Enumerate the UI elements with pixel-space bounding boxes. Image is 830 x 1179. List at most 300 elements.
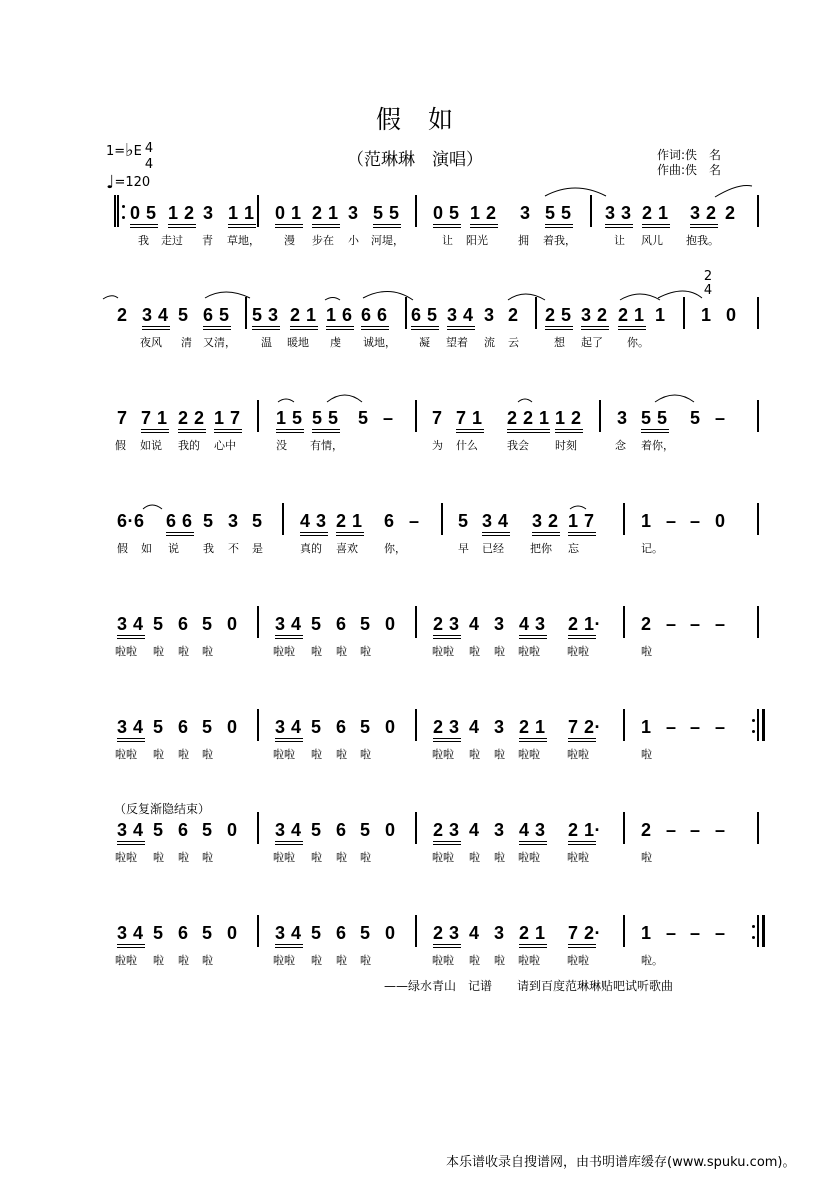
- note: 2 1·: [568, 614, 602, 634]
- lyric: 啦: [311, 954, 322, 967]
- note: 5: [360, 820, 371, 840]
- lyric: 是: [252, 542, 263, 555]
- note: –: [690, 820, 701, 840]
- barline: [757, 297, 759, 329]
- note: 6 6: [361, 305, 388, 325]
- lyric: 啦: [153, 748, 164, 761]
- note: 3 4: [117, 820, 144, 840]
- beam-underline: [117, 844, 145, 845]
- beam-underline: [568, 944, 596, 945]
- slur: [508, 294, 545, 300]
- note: 3 4: [117, 717, 144, 737]
- lyric: 啦: [336, 851, 347, 864]
- beam-underline: [519, 638, 547, 639]
- barline: [117, 195, 119, 227]
- beam-underline: [433, 944, 461, 945]
- note: 5: [202, 923, 213, 943]
- note: 6: [178, 923, 189, 943]
- lyric: 啦: [469, 748, 480, 761]
- note: 3: [494, 614, 505, 634]
- lyric: 着我，: [543, 234, 576, 247]
- lyric: 凝: [419, 336, 430, 349]
- note: 2 1: [290, 305, 317, 325]
- note: 0: [385, 820, 396, 840]
- lyric: 如说: [140, 439, 162, 452]
- barline: [762, 709, 765, 741]
- beam-underline: [581, 329, 609, 330]
- beam-underline: [275, 741, 303, 742]
- note: 3: [494, 923, 505, 943]
- lyric: 步在: [312, 234, 334, 247]
- flat-icon: ♭: [125, 140, 134, 161]
- slur: [545, 188, 606, 196]
- lyric: 啦: [311, 851, 322, 864]
- beam-underline: [290, 326, 318, 327]
- time-signature-bottom: 4: [144, 157, 154, 172]
- note: 5: [360, 717, 371, 737]
- note: 5: [358, 408, 369, 428]
- time-signature-top: 4: [144, 141, 154, 156]
- lyric: 啦: [202, 645, 213, 658]
- note: 1 7: [214, 408, 241, 428]
- note: 6: [336, 717, 347, 737]
- beam-underline: [336, 535, 364, 536]
- beam-underline: [166, 535, 194, 536]
- beam-underline: [275, 638, 303, 639]
- note: 6: [178, 717, 189, 737]
- lyric: 我: [203, 542, 214, 555]
- beam-underline: [312, 224, 340, 225]
- barline: [415, 709, 417, 741]
- note: 3: [484, 305, 495, 325]
- note: 2 2 1: [507, 408, 550, 428]
- beam-underline: [275, 944, 303, 945]
- beam-underline: [275, 224, 303, 225]
- slur: [655, 395, 694, 402]
- note: 3 4: [275, 923, 302, 943]
- note: 7 1: [456, 408, 483, 428]
- beam-underline: [130, 224, 158, 225]
- lyric: 草地，: [227, 234, 260, 247]
- note: 1: [701, 305, 712, 325]
- note: 2 1: [336, 511, 363, 531]
- note: 4 3: [519, 820, 546, 840]
- lyric: 啦: [202, 954, 213, 967]
- beam-underline: [312, 432, 340, 433]
- lyric: 想: [554, 336, 565, 349]
- note: 5: [690, 408, 701, 428]
- note: 1 5: [276, 408, 303, 428]
- beam-underline: [117, 638, 145, 639]
- beam-underline: [275, 635, 303, 636]
- lyric: 阳光: [466, 234, 488, 247]
- note: 3: [617, 408, 628, 428]
- barline: [757, 503, 759, 535]
- lyric: 望着: [446, 336, 468, 349]
- lyric: 云: [508, 336, 519, 349]
- beam-underline: [447, 326, 475, 327]
- note: 1: [641, 717, 652, 737]
- lyric: 啦: [360, 645, 371, 658]
- note: 2: [641, 614, 652, 634]
- note: 5: [203, 511, 214, 531]
- note: 6: [336, 923, 347, 943]
- repeat-dot: [752, 719, 755, 722]
- lyric: 啦啦: [567, 954, 589, 967]
- note: 2 1: [519, 717, 546, 737]
- note: 6 5: [203, 305, 230, 325]
- footer-source-note: 本乐谱收录自搜谱网，由书明谱库缓存(www.spuku.com)。: [446, 1155, 796, 1170]
- repeat-dot: [752, 936, 755, 939]
- beam-underline: [178, 429, 206, 430]
- composer-credit: 作曲:佚 名: [657, 163, 722, 177]
- beam-underline: [275, 844, 303, 845]
- beam-underline: [252, 329, 280, 330]
- note: 5: [178, 305, 189, 325]
- lyric: 啦: [641, 645, 652, 658]
- lyric: 啦: [336, 748, 347, 761]
- lyric: 啦: [178, 954, 189, 967]
- note: –: [715, 820, 726, 840]
- beam-underline: [470, 224, 498, 225]
- lyric: 青: [202, 234, 213, 247]
- beam-underline: [117, 947, 145, 948]
- lyric: 啦啦: [273, 851, 295, 864]
- note: 2: [641, 820, 652, 840]
- note: 0: [385, 923, 396, 943]
- slur: [143, 505, 162, 509]
- note: –: [690, 614, 701, 634]
- note: 7: [117, 408, 128, 428]
- repeat-dot: [122, 205, 125, 208]
- beam-underline: [275, 738, 303, 739]
- barline: [623, 812, 625, 844]
- note: –: [409, 511, 420, 531]
- lyric: 啦: [153, 954, 164, 967]
- lyric: 假: [117, 542, 128, 555]
- note: 0: [385, 614, 396, 634]
- note: 4: [469, 820, 480, 840]
- barline: [415, 195, 417, 227]
- beam-underline: [545, 326, 573, 327]
- lyric: 念: [615, 439, 626, 452]
- note: 1: [655, 305, 666, 325]
- barline: [415, 606, 417, 638]
- beam-underline: [568, 841, 596, 842]
- beam-underline: [545, 227, 573, 228]
- repeat-dot: [752, 925, 755, 928]
- note: 4 3: [519, 614, 546, 634]
- beam-underline: [470, 227, 498, 228]
- beam-underline: [361, 329, 389, 330]
- note: 2 1: [312, 203, 339, 223]
- beam-underline: [568, 844, 596, 845]
- beam-underline: [519, 944, 547, 945]
- lyric: 如: [141, 542, 152, 555]
- repeat-fade-note: （反复渐隐结束）: [114, 802, 211, 816]
- beam-underline: [411, 326, 439, 327]
- note: 2 3: [433, 717, 460, 737]
- beam-underline: [141, 432, 169, 433]
- beam-underline: [618, 329, 646, 330]
- note: 2 1: [618, 305, 645, 325]
- beam-underline: [568, 635, 596, 636]
- lyric: 有情，: [310, 439, 343, 452]
- note: 3: [228, 511, 239, 531]
- beam-underline: [532, 532, 560, 533]
- note: 0 1: [275, 203, 302, 223]
- barline: [114, 195, 116, 227]
- beam-underline: [142, 329, 170, 330]
- tempo-value: =120: [114, 175, 151, 190]
- lyric: 啦啦: [432, 851, 454, 864]
- beam-underline: [433, 741, 461, 742]
- note: 6: [178, 820, 189, 840]
- lyric: 我会: [507, 439, 529, 452]
- note: 0 5: [130, 203, 157, 223]
- note: 1: [641, 923, 652, 943]
- beam-underline: [300, 535, 328, 536]
- beam-underline: [519, 741, 547, 742]
- note: 6 5: [411, 305, 438, 325]
- beam-underline: [300, 532, 328, 533]
- beam-underline: [276, 429, 304, 430]
- note: –: [666, 511, 677, 531]
- lyric: 啦: [469, 954, 480, 967]
- note: 5: [311, 614, 322, 634]
- note: 5: [153, 614, 164, 634]
- beam-underline: [555, 429, 583, 430]
- beam-underline: [312, 227, 340, 228]
- note: 2 1: [519, 923, 546, 943]
- note: 5: [202, 614, 213, 634]
- beam-underline: [312, 429, 340, 430]
- beam-underline: [605, 227, 633, 228]
- note: 3 4: [275, 820, 302, 840]
- slur: [620, 294, 660, 300]
- note: 0: [726, 305, 737, 325]
- barline: [245, 297, 247, 329]
- lyric: 我的: [178, 439, 200, 452]
- beam-underline: [568, 535, 596, 536]
- note: 5 5: [545, 203, 572, 223]
- beam-underline: [642, 224, 670, 225]
- beam-underline: [117, 841, 145, 842]
- beam-underline: [447, 329, 475, 330]
- lyric: 着你，: [641, 439, 674, 452]
- lyric: 已经: [482, 542, 504, 555]
- beam-underline: [433, 227, 461, 228]
- barline: [599, 400, 601, 432]
- repeat-dot: [122, 216, 125, 219]
- note: 5 5: [373, 203, 400, 223]
- note: 3 4: [447, 305, 474, 325]
- lyric: 啦啦: [518, 954, 540, 967]
- beam-underline: [690, 227, 718, 228]
- beam-underline: [482, 532, 510, 533]
- lyric: 啦: [178, 748, 189, 761]
- note: 2: [508, 305, 519, 325]
- beam-underline: [507, 429, 550, 430]
- note: –: [715, 408, 726, 428]
- lyric: 啦: [494, 851, 505, 864]
- repeat-dot: [752, 730, 755, 733]
- note: 4: [469, 614, 480, 634]
- note: –: [690, 511, 701, 531]
- beam-underline: [690, 224, 718, 225]
- note: 1 2: [555, 408, 582, 428]
- beam-underline: [641, 429, 669, 430]
- note: 3 4: [117, 614, 144, 634]
- beam-underline: [203, 329, 231, 330]
- beam-underline: [117, 944, 145, 945]
- beam-underline: [203, 326, 231, 327]
- note: 0: [227, 923, 238, 943]
- lyric: 忘: [568, 542, 579, 555]
- slur: [715, 185, 752, 197]
- lyric: 你。: [627, 336, 649, 349]
- beam-underline: [545, 224, 573, 225]
- time-change-bottom: 4: [703, 283, 713, 298]
- note: 2 3: [433, 614, 460, 634]
- note: 5: [202, 820, 213, 840]
- slur: [103, 296, 118, 299]
- beam-underline: [275, 947, 303, 948]
- lyric: 让: [614, 234, 625, 247]
- barline: [257, 400, 259, 432]
- note: 3: [520, 203, 531, 223]
- note: 5 5: [312, 408, 339, 428]
- barline: [405, 297, 407, 329]
- lyric: 抱我。: [686, 234, 719, 247]
- transcriber-credit: ——绿水青山 记谱: [384, 979, 493, 993]
- lyric: 啦啦: [518, 748, 540, 761]
- beam-underline: [130, 227, 158, 228]
- note: 5: [360, 614, 371, 634]
- lyric: 啦啦: [518, 645, 540, 658]
- beam-underline: [456, 432, 484, 433]
- beam-underline: [275, 227, 303, 228]
- note: 5 3: [252, 305, 279, 325]
- lyric: 真的: [300, 542, 322, 555]
- lyric: 啦: [360, 954, 371, 967]
- lyric: 漫: [284, 234, 295, 247]
- beam-underline: [142, 326, 170, 327]
- note: 3: [348, 203, 359, 223]
- note: 7 1: [141, 408, 168, 428]
- barline: [257, 606, 259, 638]
- beam-underline: [411, 329, 439, 330]
- note: 6: [384, 511, 395, 531]
- lyric: 啦: [202, 748, 213, 761]
- note: 5 5: [641, 408, 668, 428]
- beam-underline: [532, 535, 560, 536]
- lyric: 什么: [456, 439, 478, 452]
- lyric: 暖地: [287, 336, 309, 349]
- barline: [623, 915, 625, 947]
- beam-underline: [117, 741, 145, 742]
- note: 2 5: [545, 305, 572, 325]
- barline: [623, 606, 625, 638]
- beam-underline: [168, 227, 196, 228]
- lyric: 走过: [161, 234, 183, 247]
- barline: [415, 915, 417, 947]
- lyric: 啦啦: [273, 645, 295, 658]
- lyric: 啦啦: [432, 748, 454, 761]
- note: 2 1: [642, 203, 669, 223]
- note: 5: [311, 717, 322, 737]
- beam-underline: [290, 329, 318, 330]
- note: 3 2: [532, 511, 559, 531]
- note: 3 2: [690, 203, 717, 223]
- slur: [570, 506, 586, 509]
- note: 2 3: [433, 820, 460, 840]
- lyric: 啦: [153, 645, 164, 658]
- beam-underline: [568, 741, 596, 742]
- barline: [257, 195, 259, 227]
- slur: [658, 291, 702, 298]
- beam-underline: [568, 738, 596, 739]
- note: 1 2: [470, 203, 497, 223]
- beam-underline: [276, 432, 304, 433]
- lyric: 让: [442, 234, 453, 247]
- lyric: 啦: [178, 645, 189, 658]
- beam-underline: [519, 947, 547, 948]
- beam-underline: [214, 432, 242, 433]
- beam-underline: [178, 432, 206, 433]
- lyric: 啦: [311, 645, 322, 658]
- lyric: 你，: [384, 542, 406, 555]
- lyric: 啦。: [641, 954, 663, 967]
- lyric: 拥: [518, 234, 529, 247]
- note: 3 4: [275, 717, 302, 737]
- beam-underline: [326, 326, 354, 327]
- beam-underline: [433, 738, 461, 739]
- lyric: 小: [348, 234, 359, 247]
- beam-underline: [519, 738, 547, 739]
- barline: [257, 709, 259, 741]
- beam-underline: [433, 635, 461, 636]
- lyric: 啦: [469, 645, 480, 658]
- beam-underline: [252, 326, 280, 327]
- lyric: 啦: [336, 954, 347, 967]
- lyric: 起了: [581, 336, 603, 349]
- lyric: 虔: [330, 336, 341, 349]
- note: 0: [385, 717, 396, 737]
- quarter-note-icon: ♩: [106, 172, 115, 193]
- note: 1 7: [568, 511, 595, 531]
- beam-underline: [642, 227, 670, 228]
- lyric: 河堤，: [371, 234, 404, 247]
- slur: [327, 395, 362, 402]
- note: 0 5: [433, 203, 460, 223]
- lyric: 啦: [641, 748, 652, 761]
- beam-underline: [373, 224, 401, 225]
- note: 5: [252, 511, 263, 531]
- note: 5: [153, 923, 164, 943]
- beam-underline: [618, 326, 646, 327]
- lyric: 诚地，: [363, 336, 396, 349]
- slur: [205, 292, 250, 298]
- note: 4: [469, 923, 480, 943]
- barline: [415, 812, 417, 844]
- lyric: 啦: [202, 851, 213, 864]
- lyric: 啦啦: [115, 748, 137, 761]
- beam-underline: [568, 638, 596, 639]
- song-title: 假 如: [375, 105, 454, 134]
- lyric: 流: [484, 336, 495, 349]
- lyric: 时刻: [555, 439, 577, 452]
